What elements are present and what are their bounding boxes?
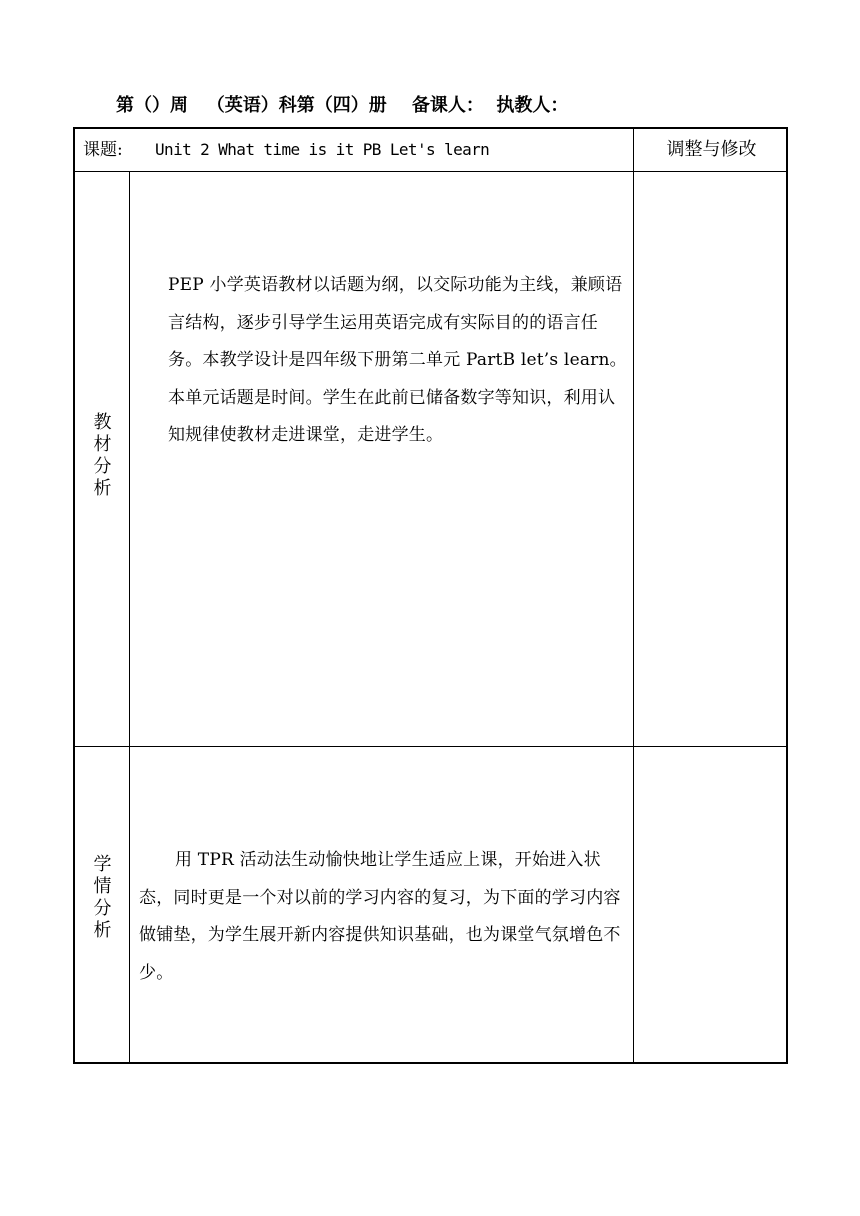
topic-row-divider [75, 171, 786, 172]
adjust-column-divider [633, 129, 634, 1062]
section-divider [75, 746, 786, 747]
topic-label: 课题: [83, 140, 123, 160]
topic-value: Unit 2 What time is it PB Let's learn [155, 140, 490, 159]
section-body-learner-analysis: 用 TPR 活动法生动愉快地让学生适应上课，开始进入状态，同时更是一个对以前的学习内容的复习，为下面的学习内容做铺垫，为学生展开新内容提供知识基础，也为课堂气氛增色不少。 [139, 850, 621, 983]
section-label-learner-analysis: 学 情 分 析 [93, 854, 112, 941]
adjust-column-header: 调整与修改 [666, 139, 757, 160]
page-header: 第（）周 （英语）科第（四）册 备课人： 执教人： [116, 95, 569, 116]
section-label-textbook-analysis: 教 材 分 析 [93, 412, 112, 499]
section-body-textbook-analysis: PEP 小学英语教材以话题为纲，以交际功能为主线，兼顾语言结构，逐步引导学生运用英语完成有实际目的的语言任务。本教学设计是四年级下册第二单元 PartB let’s learn。本单元话题是时间。学生在此前已储备数字等知识，利用认知规律使教材走进课堂，走进学生。 [168, 275, 627, 445]
lesson-plan-table [73, 127, 788, 1064]
